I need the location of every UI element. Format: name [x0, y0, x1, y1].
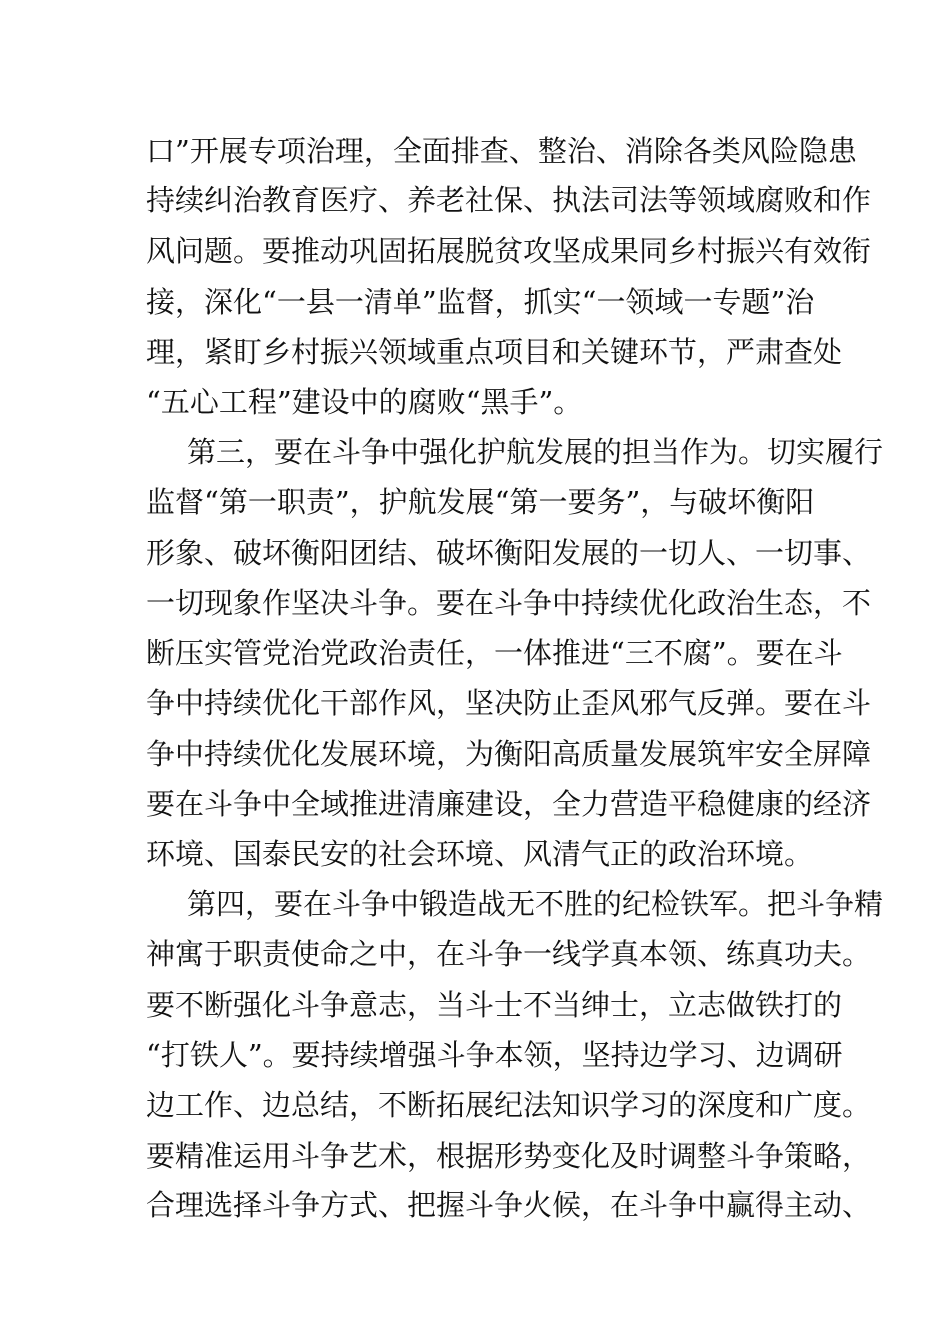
text-line: 争中持续优化发展环境，为衡阳高质量发展筑牢安全屏障: [146, 737, 872, 771]
text-line: 接，深化“一县一清单”监督，抓实“一领域一专题”治: [146, 285, 815, 319]
text-line: 要精准运用斗争艺术，根据形势变化及时调整斗争策略，: [146, 1139, 872, 1173]
text-line: 神寓于职责使命之中，在斗争一线学真本领、练真功夫。: [146, 937, 872, 971]
text-line: “打铁人”。要持续增强斗争本领，坚持边学习、边调研: [146, 1038, 843, 1072]
text-line: 风问题。要推动巩固拓展脱贫攻坚成果同乡村振兴有效衔: [146, 234, 872, 268]
paragraph-start-line: 第三，要在斗争中强化护航发展的担当作为。切实履行: [187, 435, 884, 469]
text-line: 理，紧盯乡村振兴领域重点项目和关键环节，严肃查处: [146, 335, 843, 369]
text-line: 边工作、边总结，不断拓展纪法知识学习的深度和广度。: [146, 1088, 872, 1122]
text-line: 断压实管党治党政治责任，一体推进“三不腐”。要在斗: [146, 636, 843, 670]
text-line: 要不断强化斗争意志，当斗士不当绅士，立志做铁打的: [146, 988, 843, 1022]
text-line: 口”开展专项治理，全面排查、整治、消除各类风险隐患: [146, 134, 857, 168]
text-line: 形象、破坏衡阳团结、破坏衡阳发展的一切人、一切事、: [146, 536, 872, 570]
text-line: 监督“第一职责”，护航发展“第一要务”，与破坏衡阳: [146, 485, 815, 519]
text-line: 一切现象作坚决斗争。要在斗争中持续优化政治生态，不: [146, 586, 872, 620]
text-line: 要在斗争中全域推进清廉建设，全力营造平稳健康的经济: [146, 787, 872, 821]
text-line: 环境、国泰民安的社会环境、风清气正的政治环境。: [146, 837, 814, 871]
text-line: 持续纠治教育医疗、养老社保、执法司法等领域腐败和作: [146, 183, 872, 217]
text-line: “五心工程”建设中的腐败“黑手”。: [146, 385, 583, 419]
text-line: 合理选择斗争方式、把握斗争火候，在斗争中赢得主动、: [146, 1188, 872, 1222]
text-line: 争中持续优化干部作风，坚决防止歪风邪气反弹。要在斗: [146, 686, 872, 720]
paragraph-start-line: 第四，要在斗争中锻造战无不胜的纪检铁军。把斗争精: [187, 887, 884, 921]
